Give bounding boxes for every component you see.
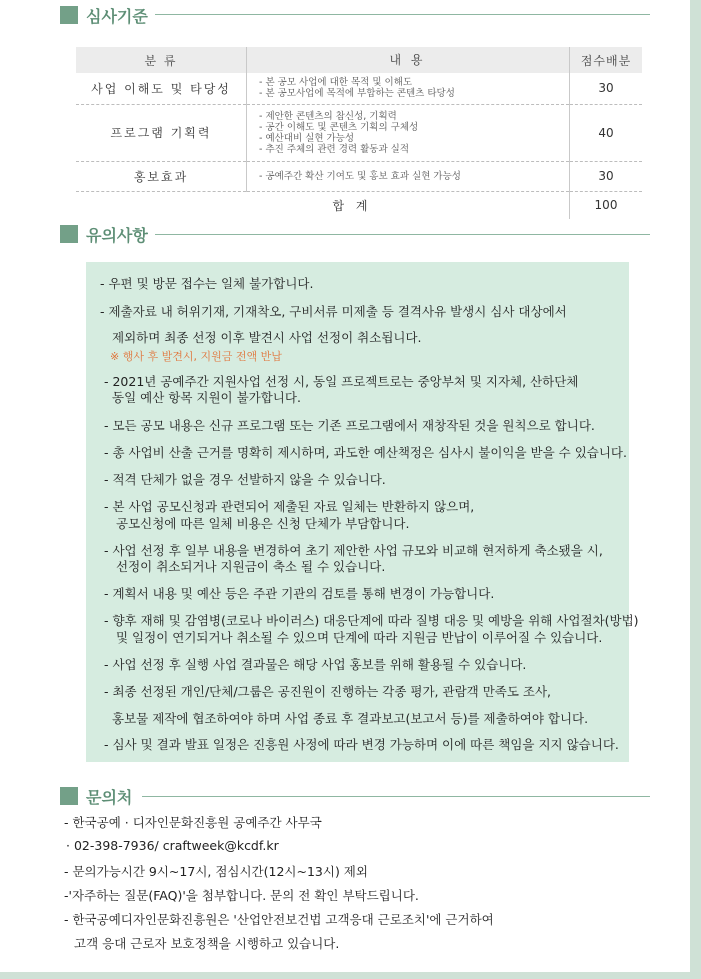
section-marker-icon — [60, 787, 78, 805]
row-content — [247, 73, 570, 104]
table-header-category: 분 류 — [76, 47, 247, 73]
total-label: 합 계 — [332, 198, 372, 213]
row-content-line: - 본 공모사업에 목적에 부합하는 콘텐츠 타당성 — [259, 88, 455, 100]
notice-item: - 향후 재해 및 감염병(코로나 바이러스) 대응단계에 따라 질병 대응 및 예방을 위해 사업절차(방법) — [104, 613, 639, 628]
notice-item: - 본 사업 공모신청과 관련되어 제출된 자료 일체는 반환하지 않으며, — [104, 499, 475, 514]
notice-item: - 최종 선정된 개인/단체/그룹은 공진원이 진행하는 각종 평가, 관람객 만족도 조사, — [104, 684, 552, 699]
row-content-line: - 예산대비 실현 가능성 — [259, 132, 355, 144]
contact-line: - 문의가능시간 9시~17시, 점심시간(12시~13시) 제외 — [64, 864, 368, 879]
row-category: 사업 이해도 및 타당성 — [76, 73, 247, 104]
notes-section-header — [60, 223, 148, 245]
row-score: 40 — [570, 104, 643, 161]
row-content — [247, 104, 570, 161]
row-content-line: - 공간 이해도 및 콘텐츠 기획의 구체성 — [259, 121, 419, 133]
notice-warning: ※ 행사 후 발견시, 지원금 전액 반납 — [110, 350, 282, 363]
notes-section-title: 유의사항 — [86, 225, 148, 245]
contact-line: - 한국공예 · 디자인문화진흥원 공예주간 사무국 — [64, 815, 322, 830]
notice-item: - 우편 및 방문 접수는 일체 불가합니다. — [100, 276, 314, 291]
notice-item: - 적격 단체가 없을 경우 선발하지 않을 수 있습니다. — [104, 472, 386, 487]
notice-item: - 사업 선정 후 일부 내용을 변경하여 초기 제안한 사업 규모와 비교해 현저하게 축소됐을 시, — [104, 543, 603, 558]
notice-item: 및 일정이 연기되거나 취소될 수 있으며 단계에 따라 지원금 반납이 이루어질 수 있습니다. — [116, 630, 603, 645]
notice-item: 제외하며 최종 선정 이후 발견시 사업 선정이 취소됩니다. — [112, 330, 422, 345]
criteria-table — [76, 47, 642, 219]
row-content — [247, 161, 570, 191]
row-content-line: - 제안한 콘텐츠의 참신성, 기획력 — [259, 110, 397, 122]
total-score: 100 — [570, 191, 643, 219]
contact-section-title: 문의처 — [86, 787, 133, 807]
notice-item: - 2021년 공예주간 지원사업 선정 시, 동일 프로젝트로는 중앙부처 및 지자체, 산하단체 — [104, 374, 579, 389]
contact-faq-line: -'자주하는 질문(FAQ)'을 첨부합니다. 문의 전 확인 부탁드립니다. — [64, 888, 419, 903]
notes-section-rule — [155, 234, 650, 235]
page-frame-bottom — [0, 972, 701, 979]
notice-item: - 계획서 내용 및 예산 등은 주관 기관의 검토를 통해 변경이 가능합니다. — [104, 586, 495, 601]
notice-item: 홍보물 제작에 협조하여야 하며 사업 종료 후 결과보고(보고서 등)를 제출하여야 합니다. — [112, 711, 589, 726]
notice-box — [86, 262, 639, 762]
page-frame-right — [690, 0, 701, 979]
row-score: 30 — [570, 73, 643, 104]
notice-item: - 제출자료 내 허위기재, 기재착오, 구비서류 미제출 등 결격사유 발생시 심사 대상에서 — [100, 304, 567, 319]
notice-item: - 총 사업비 산출 근거를 명확히 제시하며, 과도한 예산책정은 심사시 불이익을 받을 수 있습니다. — [104, 445, 627, 460]
table-row — [76, 104, 642, 161]
contact-email-line: · 02-398-7936/ craftweek@kcdf.kr — [66, 838, 279, 853]
section-marker-icon — [60, 6, 78, 24]
notice-item: - 사업 선정 후 실행 사업 결과물은 해당 사업 홍보를 위해 활용될 수 있습니다. — [104, 657, 527, 672]
notice-item: 선정이 취소되거나 지원금이 축소 될 수 있습니다. — [116, 559, 386, 574]
row-content-line: - 본 공모 사업에 대한 목적 및 이해도 — [259, 77, 413, 89]
criteria-section-header — [60, 4, 148, 26]
table-header-score: 점수배분 — [570, 47, 643, 73]
table-header-content: 내 용 — [247, 47, 570, 73]
criteria-section-rule — [155, 14, 650, 15]
table-row — [76, 161, 642, 191]
contact-line: - 한국공예디자인문화진흥원은 '산업안전보건법 고객응대 근로조치'에 근거하여 — [64, 912, 494, 927]
table-total-row — [76, 191, 642, 219]
row-score: 30 — [570, 161, 643, 191]
contact-section-rule — [142, 796, 650, 797]
notice-item: 공모신청에 따른 일체 비용은 신청 단체가 부담합니다. — [116, 516, 410, 531]
notice-item: - 심사 및 결과 발표 일정은 진흥원 사정에 따라 변경 가능하며 이에 따른 책임을 지지 않습니다. — [104, 737, 619, 752]
contact-section-header — [60, 785, 132, 807]
row-content-line: - 추진 주체의 관련 경력 활동과 실적 — [259, 143, 410, 155]
contact-line: 고객 응대 근로자 보호정책을 시행하고 있습니다. — [74, 936, 340, 951]
notice-item: - 모든 공모 내용은 신규 프로그램 또는 기존 프로그램에서 재창작된 것을 원칙으로 합니다. — [104, 418, 595, 433]
table-row — [76, 73, 642, 104]
section-marker-icon — [60, 225, 78, 243]
row-content-line: - 공예주간 확산 기여도 및 홍보 효과 실현 가능성 — [259, 170, 461, 182]
row-category: 프로그램 기획력 — [76, 104, 247, 161]
notice-item: 동일 예산 항목 지원이 불가합니다. — [112, 390, 301, 405]
row-category: 홍보효과 — [76, 161, 247, 191]
criteria-section-title: 심사기준 — [86, 6, 148, 26]
